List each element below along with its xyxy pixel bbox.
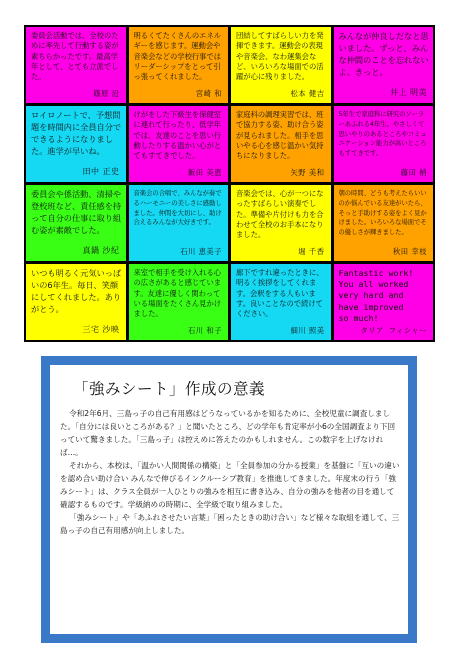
message-signature: 宮崎 和	[195, 88, 222, 98]
message-signature: 三宅 沙映	[82, 325, 120, 335]
message-text: 委員会活動では、全校のために率先して行動する姿が素ちらかったです。最高学年として、とても立派でした。	[31, 31, 119, 82]
message-card	[26, 27, 126, 103]
message-card	[26, 185, 126, 261]
message-signature: 篠原 沿	[93, 88, 120, 98]
panel-paragraph-1: 令和2年6月、三島っ子の自己有用感はどうなっているかを知るために、全校児童に調査しました。「自分には良いところがある？」と聞いたところ、どの学年も肯定率が小6の全国調査より下回っていて驚きました。「三島っ子」は控えめに答えたのかもしれません。この数字を上げなければ…。	[60, 409, 396, 458]
message-text: 朝の時間、どうも考えたらいいのか悩んでいる友達がいたら、そっと手助けする姿をよく見かけました。いろいろな場面でその優しさが輝きました。	[338, 190, 427, 236]
message-card	[231, 185, 331, 261]
message-card	[129, 27, 229, 103]
message-signature: 矢野 美和	[290, 167, 325, 177]
panel-title: 「強みシート」作成の意義	[73, 380, 266, 398]
message-signature: 秋田 幸枝	[392, 246, 427, 256]
message-card	[334, 185, 434, 261]
message-text: 5年生で家庭科に研究のソーラーあふれる4年生。やさしくて思いやりのあるところやコミュニケーション能力が高いところもすてきです。	[338, 111, 427, 157]
message-signature: 飯田 美恵	[187, 167, 222, 177]
message-card	[129, 106, 229, 182]
message-signature: 堀 千香	[298, 246, 325, 256]
message-text: いつも明るく元気いっぱいの6年生。毎日、笑顔にしてくれました。ありがとう。	[31, 268, 122, 314]
message-card	[26, 264, 126, 340]
message-text: 明るくてたくさんのエネルギーを感じます。運動会や音楽会などの学校行事ではリーダーシップをとって引っ張ってくれました。	[133, 31, 222, 82]
message-text: 廊下ですれ違ったときに、明るく挨拶をしてくれます。会釈をする人もいます。良いことなので続けてください。	[236, 268, 324, 319]
message-text: 来室で相手を受け入れる心の広さがあると感じています。友達に優しく関わっている場面をたくさん見かけました。	[133, 268, 222, 319]
message-signature: 田中 正史	[82, 167, 120, 177]
message-signature: 松本 健吉	[290, 88, 325, 98]
message-card	[26, 106, 126, 182]
message-signature: 石川 和子	[187, 325, 222, 335]
message-signature: 石川 恵美子	[180, 246, 222, 256]
message-text: 団結してすばらしい力を発揮できます。運動会の表現や音楽会、なわ運集会など、いろいろな場面での活躍が心に残りました。	[236, 31, 324, 82]
message-signature: 井上 明美	[389, 88, 427, 98]
message-grid	[24, 25, 435, 342]
message-card	[129, 185, 229, 261]
message-card	[231, 106, 331, 182]
message-card	[231, 27, 331, 103]
panel-body	[60, 407, 400, 537]
message-text: ロイロノートで、予想問題を時間内に全員自分でできるようになりました。進学が早いね。	[31, 110, 122, 156]
message-text: 委員会や係活動、清掃や登校班など、責任感を持って自分の仕事に取り組む姿が素敵でした。	[31, 189, 122, 235]
message-text: 音楽会では、心が一つになったすばらしい演奏でした。準備や片付けも力を合わせて全校のお手本になりました。	[236, 189, 324, 240]
message-card	[334, 106, 434, 182]
message-signature: タリア フィシャー	[360, 326, 427, 336]
message-signature: 真鍋 沙紀	[82, 246, 120, 256]
significance-panel	[41, 356, 417, 643]
message-card	[231, 264, 331, 340]
message-text: けがをした下級生を保健室に連れて行ったり、低学年では、友達のことを思い行動したりする温かい心がとてもすてきでした。	[133, 110, 222, 161]
message-text: 音楽会の合唱で、みんなが奏でるハーモニーの美しさに感動しました。仲間を大切にし、助け合えるみんなが大好きです。	[133, 190, 222, 227]
message-card	[129, 264, 229, 340]
panel-paragraph-2: それから、本校は、「温かい人間関係の構築」と「全員参加の分かる授業」を基盤に「互いの違いを認め合い助け合い みんなで伸びるインクルーシブ教育」を推進してきました。年度末の行う「強みシート」は、クラス全員が一人ひとりの強みを相互に書き込み、自分の強みを他者の目を通して確認するものです。学級納めの時期に、全学級で取り組みました。	[60, 461, 400, 510]
message-card	[334, 264, 434, 340]
message-signature: 細川 照美	[290, 325, 325, 335]
panel-paragraph-3: 「強みシート」や「あふれさせたい言葉」「困ったときの助け合い」など様々な取組を通して、三島っ子の自己有用感が向上しました。	[60, 513, 400, 536]
message-text: みんなが仲良しだなと思いました。ずっと、みんな仲間のことを忘れないよ。きっと。	[338, 31, 429, 77]
message-card	[334, 27, 434, 103]
message-signature: 藤田 梢	[400, 167, 427, 177]
message-text: Fantastic work! You all worked very hard and have improved so much!	[338, 268, 414, 323]
message-text: 家庭科の調理実習では、班で協力する姿、助け合う姿が見られました。相手を思いやる心を感じ温かい気持ちになりました。	[236, 110, 324, 161]
